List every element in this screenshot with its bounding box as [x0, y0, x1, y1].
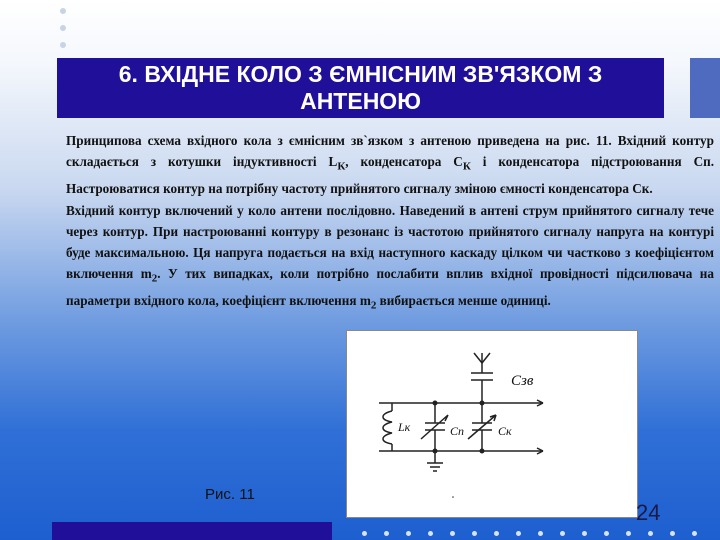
stray-mark [452, 496, 454, 498]
decorative-dot [60, 8, 66, 14]
inductor-coil [383, 411, 392, 444]
decorative-dot [516, 531, 521, 536]
decorative-dot [406, 531, 411, 536]
decorative-dots-footer [350, 531, 720, 537]
figure-caption: Рис. 11 [205, 486, 255, 503]
subscript-k: К [337, 160, 346, 173]
ground-icon [427, 463, 443, 471]
decorative-dot [560, 531, 565, 536]
decorative-dot [428, 531, 433, 536]
decorative-dots-left [60, 8, 72, 59]
paragraph-2-text-a: Вхідний контур включений у коло антени послідовно. Наведений в антені струм прийнятого сигналу тече через контур. При настроюванні контуру в резонанс із частотою прийнятого сигналу напруга на контурі буде максимальною. Ця напруга подається на вхід наступного каскаду цілком чи частково з коефіцієнтом включення m [66, 202, 714, 282]
circuit-figure [346, 330, 638, 518]
decorative-dot [60, 25, 66, 31]
decorative-dot [582, 531, 587, 536]
slide-title-line2: АНТЕНОЮ [300, 88, 421, 114]
page-number: 24 [636, 500, 661, 525]
paragraph-1-text-a: Принципова схема вхідного кола з ємнісним зв`язком з антеною приведена на рис. 11. Вхідний контур складається з котушки індуктивності L [66, 133, 714, 170]
decorative-dot [472, 531, 477, 536]
decorative-dot [494, 531, 499, 536]
decorative-dot [692, 531, 697, 536]
decorative-dot [648, 531, 653, 536]
paragraph-1-text-c: і конденсатора підстроювання Сп. Настроюватися контур на потрібну частоту прийнятого сигналу зміною ємності конденсатора Ск. [66, 154, 714, 197]
decorative-dot [60, 42, 66, 48]
paragraph-1-text-b: , конденсатора С [345, 154, 463, 170]
subscript-2: 2 [370, 300, 377, 312]
label-inductor: Lк [398, 420, 411, 434]
footer-bar [52, 522, 332, 540]
paragraph-2 [66, 200, 714, 318]
label-coupling-capacitor: Cзв [511, 373, 534, 389]
decorative-dot [538, 531, 543, 536]
paragraph-2-text-b: . У тих випадках, коли потрібно послабити вплив вхідної провідності підсилювача на параметри вхідного кола, коефіцієнт включення m [66, 266, 714, 309]
decorative-dot [362, 531, 367, 536]
label-trimmer-capacitor: Cп [450, 424, 465, 438]
paragraph-2-text-c: вибирається менше одиниці. [376, 293, 551, 309]
circuit-diagram [347, 331, 637, 517]
subscript-k: К [462, 160, 471, 173]
slide-title-line1: 6. ВХІДНЕ КОЛО З ЄМНІСНИМ ЗВ'ЯЗКОМ З [118, 61, 603, 87]
decorative-dot [626, 531, 631, 536]
label-tuning-capacitor: Cк [498, 424, 512, 438]
slide-title [57, 58, 664, 118]
subscript-2: 2 [151, 273, 158, 286]
decorative-dot [450, 531, 455, 536]
slide-body [66, 130, 714, 317]
decorative-dot [670, 531, 675, 536]
title-bar-accent [690, 58, 720, 118]
decorative-dot [384, 531, 389, 536]
paragraph-1 [66, 130, 714, 200]
decorative-dot [604, 531, 609, 536]
